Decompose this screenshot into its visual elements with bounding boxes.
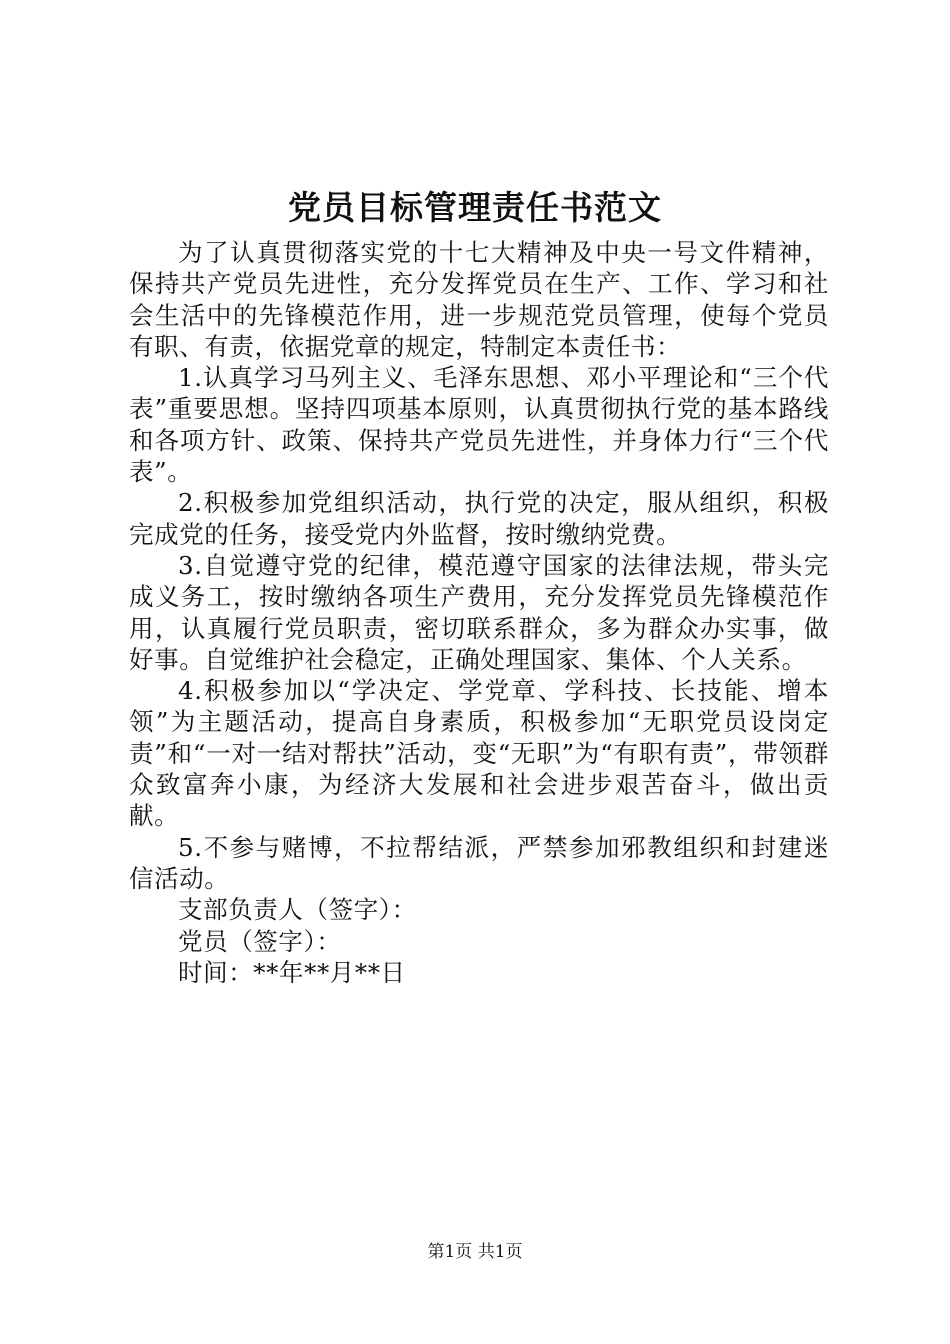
intro-paragraph: 为了认真贯彻落实党的十七大精神及中央一号文件精神，保持共产党员先进性，充分发挥党员在生产、工作、学习和社会生活中的先锋模范作用，进一步规范党员管理，使每个党员有职、有责，依据党章的规定，特制定本责任书： [129, 238, 829, 361]
item-4-paragraph: 4.积极参加以“学决定、学党章、学科技、长技能、增本领”为主题活动，提高自身素质，积极参加“无职党员设岗定责”和“一对一结对帮扶”活动，变“无职”为“有职有责”，带领群众致富奔小康，为经济大发展和社会进步艰苦奋斗，做出贡献。 [129, 676, 829, 831]
date-line: 时间：**年**月**日 [178, 957, 406, 987]
item-5-paragraph: 5.不参与赌博，不拉帮结派，严禁参加邪教组织和封建迷信活动。 [129, 832, 829, 893]
item-2-paragraph: 2.积极参加党组织活动，执行党的决定，服从组织，积极完成党的任务，接受党内外监督，按时缴纳党费。 [129, 488, 829, 549]
branch-leader-signature-line: 支部负责人（签字）： [178, 895, 417, 925]
document-title: 党员目标管理责任书范文 [288, 188, 662, 227]
document-body [129, 237, 829, 988]
page-footer: 第1页 共1页 [427, 1242, 523, 1262]
item-1-paragraph: 1.认真学习马列主义、毛泽东思想、邓小平理论和“三个代表”重要思想。坚持四项基本原则，认真贯彻执行党的基本路线和各项方针、政策、保持共产党员先进性，并身体力行“三个代表”。 [129, 363, 829, 487]
item-3-paragraph: 3.自觉遵守党的纪律，模范遵守国家的法律法规，带头完成义务工，按时缴纳各项生产费用，充分发挥党员先锋模范作用，认真履行党员职责，密切联系群众，多为群众办实事，做好事。自觉维护社会稳定，正确处理国家、集体、个人关系。 [129, 550, 829, 674]
member-signature-line: 党员（签字）： [178, 926, 342, 956]
